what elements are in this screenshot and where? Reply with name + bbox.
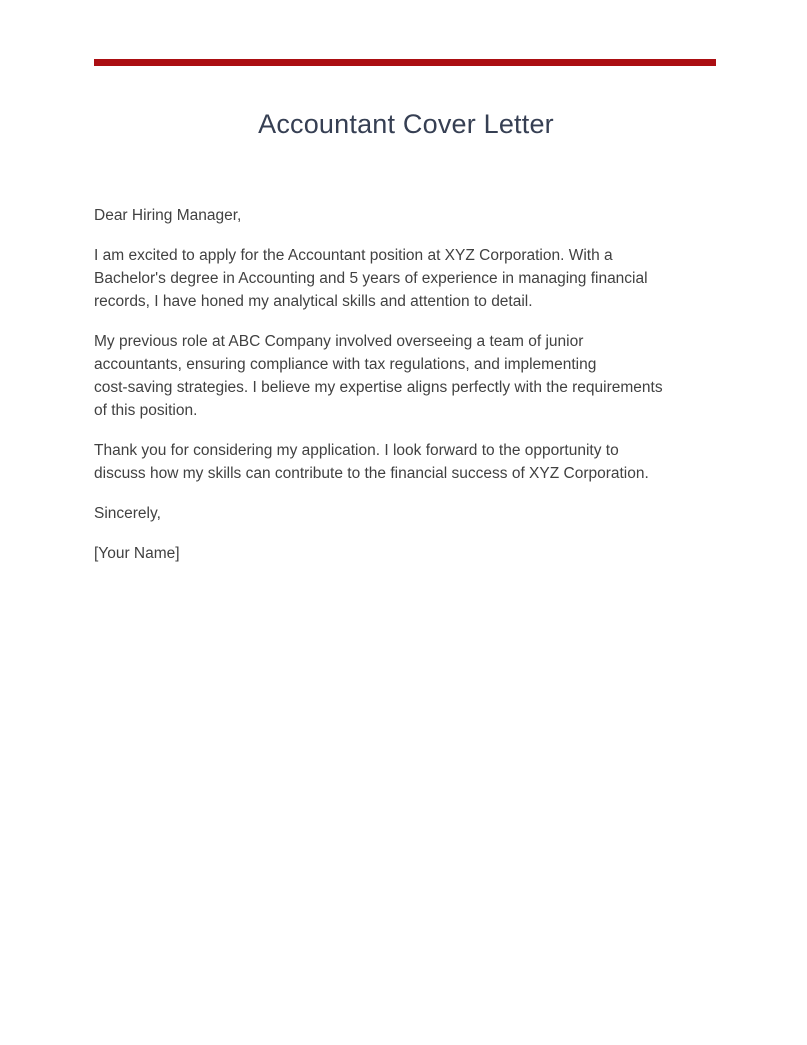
letter-body <box>94 204 686 565</box>
paragraph-line: cost-saving strategies. I believe my expertise aligns perfectly with the requirements <box>94 379 663 396</box>
letter-content-area <box>94 0 718 565</box>
paragraph-line: Thank you for considering my application. I look forward to the opportunity to <box>94 442 619 459</box>
page-title: Accountant Cover Letter <box>258 109 554 139</box>
paragraph-experience <box>94 330 686 422</box>
closing: Sincerely, <box>94 505 161 522</box>
paragraph-line: accountants, ensuring compliance with tax regulations, and implementing <box>94 356 597 373</box>
paragraph-line: I am excited to apply for the Accountant position at XYZ Corporation. With a <box>94 247 613 264</box>
paragraph-introduction <box>94 244 686 313</box>
signature-placeholder: [Your Name] <box>94 545 180 562</box>
paragraph-line: discuss how my skills can contribute to the financial success of XYZ Corporation. <box>94 465 649 482</box>
paragraph-thanks <box>94 439 686 485</box>
paragraph-line: of this position. <box>94 402 198 419</box>
salutation: Dear Hiring Manager, <box>94 207 242 224</box>
paragraph-line: My previous role at ABC Company involved overseeing a team of junior <box>94 333 584 350</box>
paragraph-line: Bachelor's degree in Accounting and 5 years of experience in managing financial <box>94 270 648 287</box>
top-accent-rule <box>94 59 716 66</box>
paragraph-line: records, I have honed my analytical skills and attention to detail. <box>94 293 533 310</box>
